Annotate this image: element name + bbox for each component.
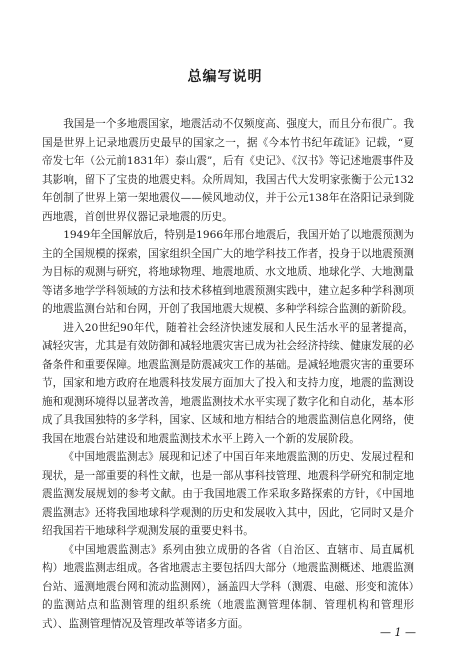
page-title: 总编写说明 [187,69,263,85]
paragraph: 《中国地震监测志》系列由独立成册的各省（自治区、直辖市、局直属机构）地震监测志组成。各省地震志主要包括四大部分（地震监测概述、地震监测台站、遥测地震台网和流动监测网），涵盖四大学科（测震、电磁、形变和流体）的监测站点和监测管理的组织系统（地震监测管理体制、管理机构和管理形式）、监测管理情况及管理改革等诸多方面。 [42,543,414,630]
page-number: — 1 — [380,626,416,639]
body-text [42,115,414,633]
paragraph: 我国是一个多地震国家，地震活动不仅频度高、强度大，而且分布很广。我国是世界上记录地震历史最早的国家之一，据《今本竹书纪年疏证》记载，“夏帝发七年（公元前1831年）泰山震”，后有《史记》、《汉书》等记述地震事件及其影响，留下了宝贵的地震史料。众所周知，我国古代大发明家张衡于公元132年创制了世界上第一架地震仪——候风地动仪，并于公元138年在洛阳记录到陇西地震，首创世界仪器记录地震的历史。 [42,118,414,223]
paragraph: 1949年全国解放后，特别是1966年邢台地震后，我国开始了以地震预测为主的全国规模的探索，国家组织全国广大的地学科技工作者，投身于以地震预测为目标的观测与研究，将地球物理、地震地质、水文地质、地球化学、大地测量等诸多地学学科领域的方法和技术移植到地震预测实践中，建立起多种学科测项的地震监测台站和台网，开创了我国地震大规模、多种学科综合监测的新阶段。 [42,229,414,315]
paragraph: 《中国地震监测志》展现和记述了中国百年来地震监测的历史、发展过程和现状，是一部重要的科性文献，也是一部从事科技管理、地震科学研究和制定地震监测发展规划的参考文献。由于我国地震工作采取多路探索的方针，《中国地震监测志》还将我国地球科学观测的历史和发展收入其中，因此，它同时又是介绍我国若干地球科学观测发展的重要史料书。 [42,451,414,537]
paragraph: 进入20世纪90年代，随着社会经济快速发展和人民生活水平的显著提高，减轻灾害，尤其是有效防御和减轻地震灾害已成为社会经济持续、健康发展的必备条件和重要保障。地震监测是防震减灾工作的基础。是减轻地震灾害的重要环节，国家和地方政府在地震科技发展方面加大了投入和支持力度，地震的监测设施和观测环境得以显著改善，地震监测技术水平实现了数字化和自动化，基本形成了具我国独特的多学科，国家、区域和地方相结合的地震监测信息化网络，使我国在地震台站建设和地震监测技术水平上跨入一个新的发展阶段。 [42,321,414,445]
